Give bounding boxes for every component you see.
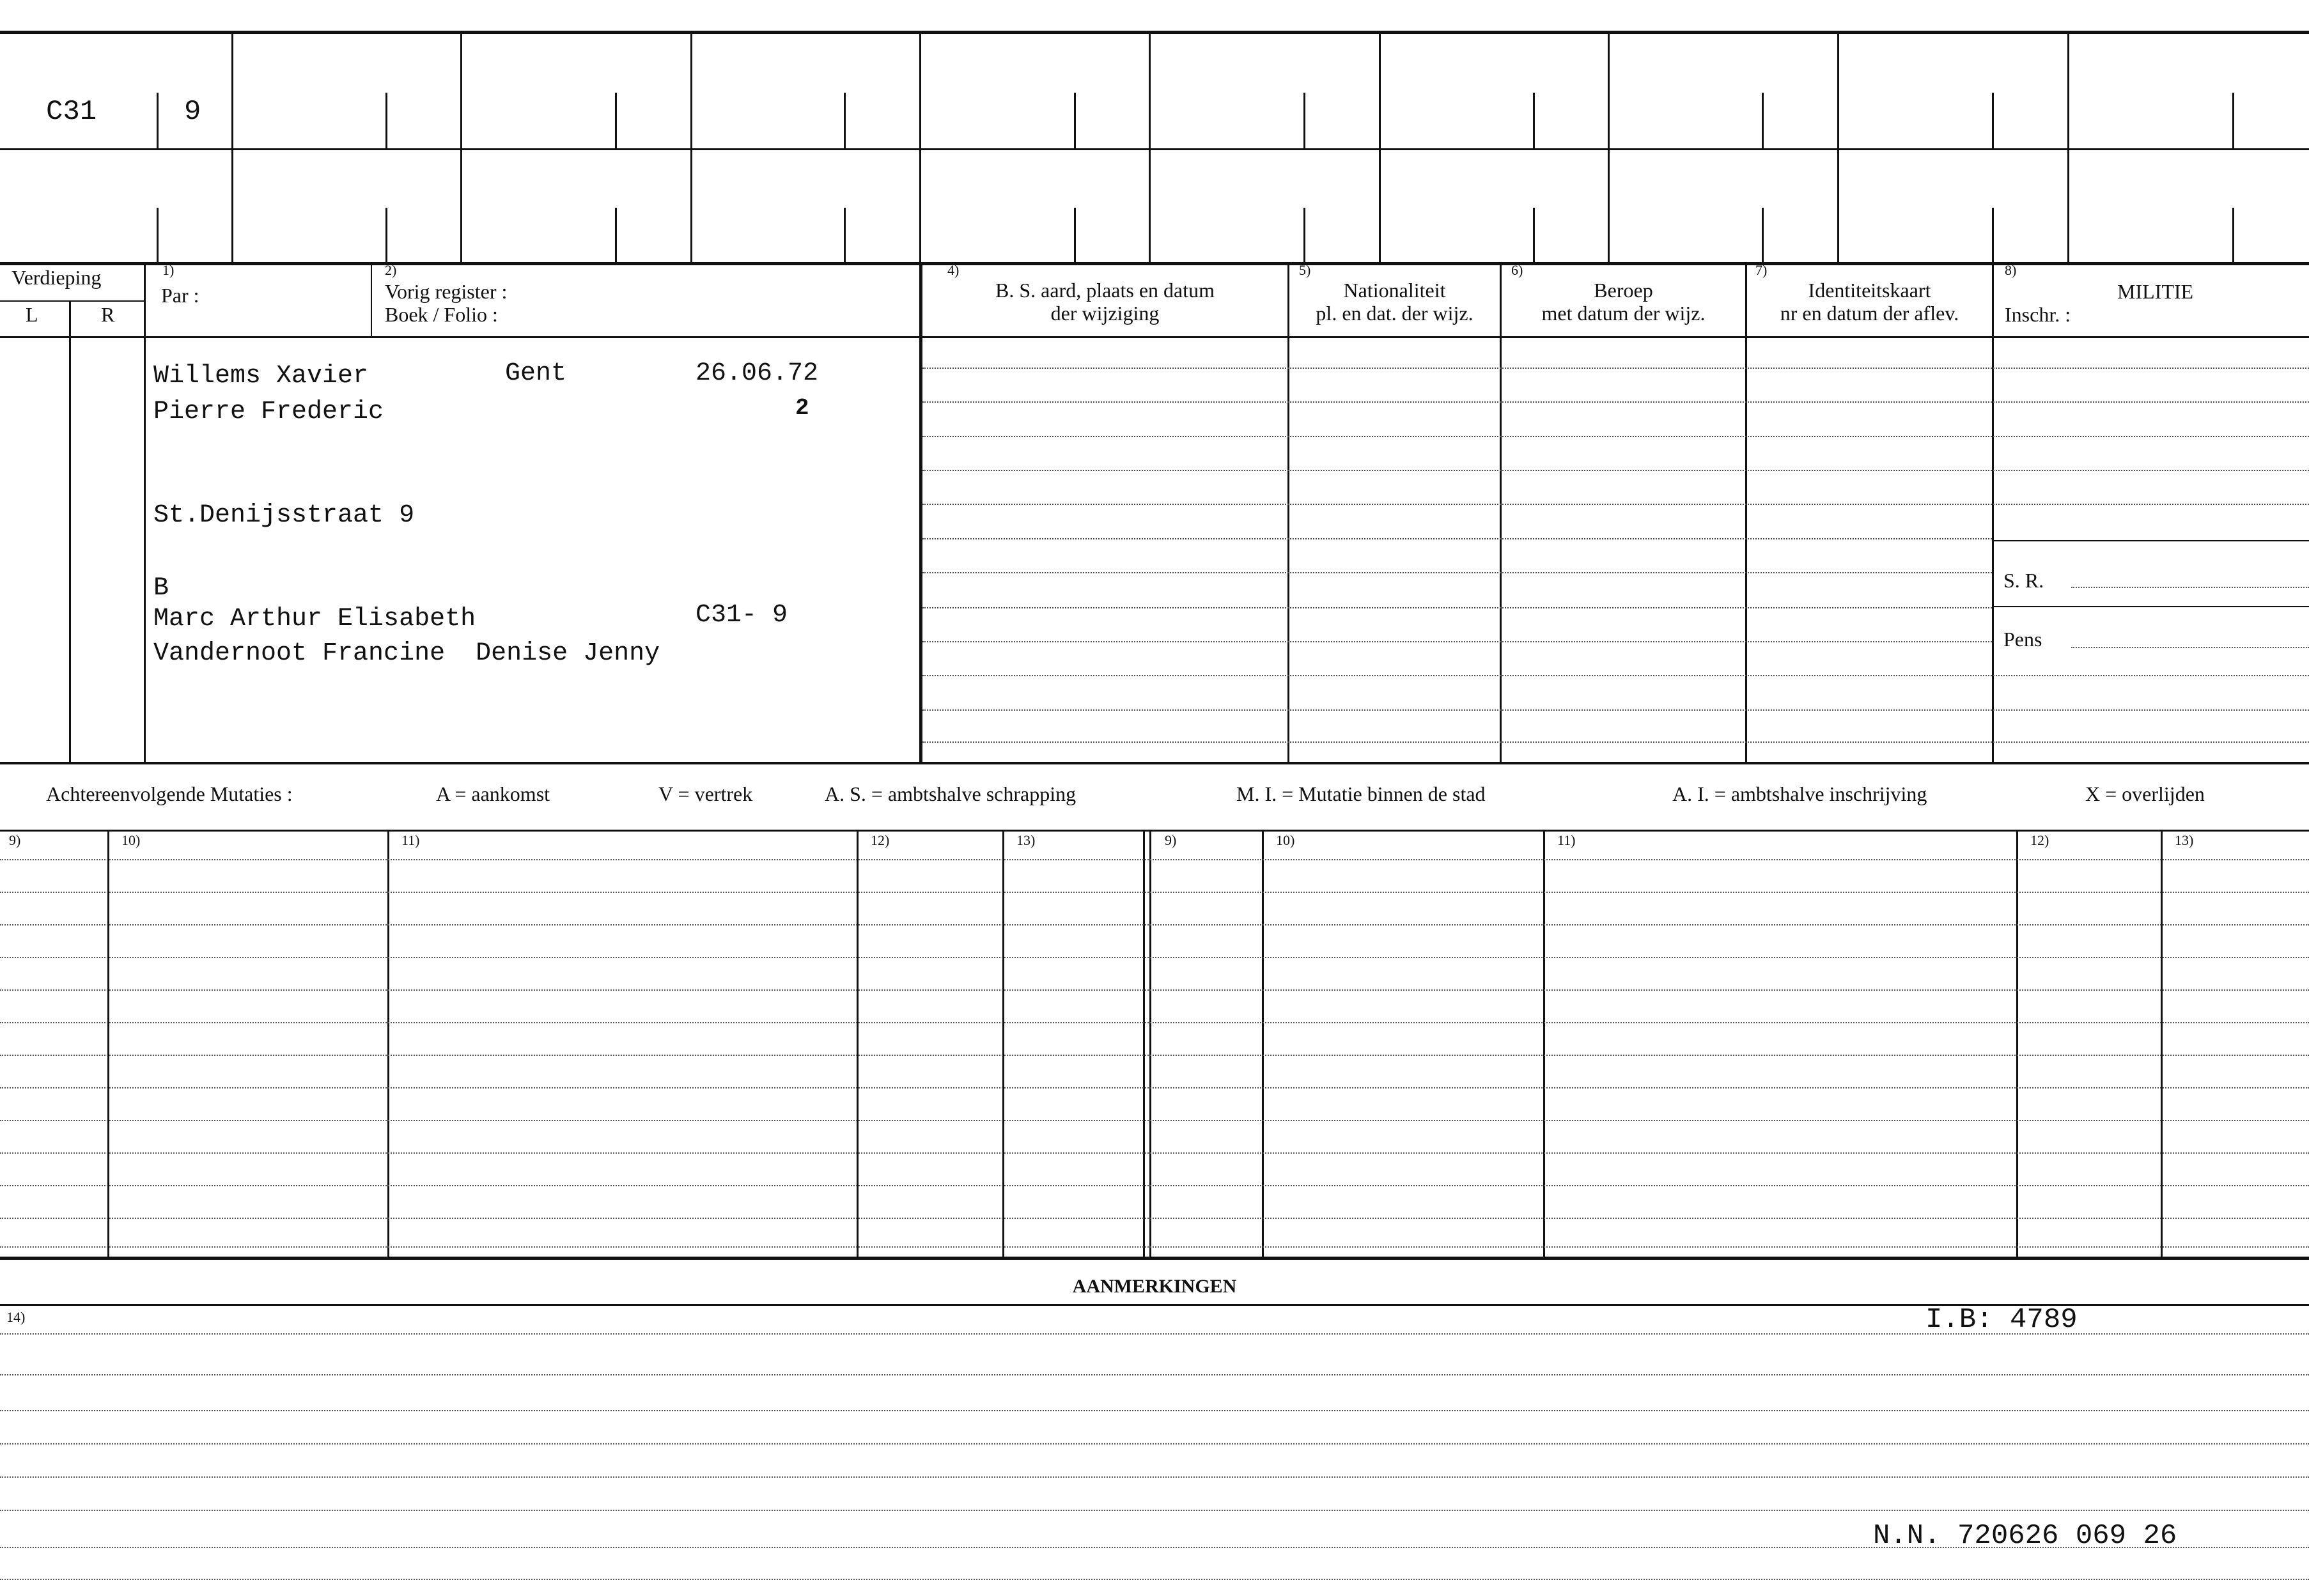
inschr-label: Inschr. : — [2005, 303, 2071, 326]
folio-number: 9 — [184, 96, 201, 128]
mother-names: Vandernoot Francine Denise Jenny — [153, 639, 660, 668]
sr-label: S. R. — [2003, 569, 2044, 592]
birthplace: Gent — [505, 359, 567, 388]
col1-number: 1) — [162, 262, 175, 278]
boek-folio-label: Boek / Folio : — [385, 303, 498, 326]
mut-col12-left: 12) — [871, 832, 890, 848]
par-label: Par : — [161, 284, 199, 307]
sex-code: 2 — [795, 395, 809, 421]
legend-mutatie-binnen-stad: M. I. = Mutatie binnen de stad — [1236, 782, 1486, 805]
second-names: Pierre Frederic — [153, 398, 384, 426]
ib-number: I.B: 4789 — [1925, 1304, 2078, 1336]
mut-col10-left: 10) — [121, 832, 141, 848]
pens-label: Pens — [2003, 628, 2042, 651]
col4-number: 4) — [947, 262, 960, 278]
mut-col10-right: 10) — [1276, 832, 1295, 848]
verdieping-label: Verdieping — [12, 266, 102, 289]
beroep-header-line1: Beroep — [1594, 279, 1653, 302]
national-number: N.N. 720626 069 26 — [1873, 1520, 2177, 1552]
vorig-register-label: Vorig register : — [385, 280, 508, 303]
floor-left-label: L — [26, 303, 38, 326]
birthdate: 26.06.72 — [696, 359, 819, 388]
legend-aankomst: A = aankomst — [436, 782, 550, 805]
mut-col9-left: 9) — [9, 832, 21, 848]
mut-col11-left: 11) — [401, 832, 420, 848]
aanmerkingen-title: AANMERKINGEN — [1072, 1276, 1237, 1297]
father-names: Marc Arthur Elisabeth — [153, 605, 476, 633]
street-address: St.Denijsstraat 9 — [153, 501, 415, 530]
mut-col13-right: 13) — [2175, 832, 2194, 848]
family-reference: C31- 9 — [696, 601, 788, 630]
col5-number: 5) — [1299, 262, 1311, 278]
mut-col11-right: 11) — [1557, 832, 1576, 848]
identiteitskaart-header-line1: Identiteitskaart — [1808, 279, 1931, 302]
col2-number: 2) — [385, 262, 397, 278]
mut-col12-right: 12) — [2030, 832, 2049, 848]
legend-ambtshalve-inschrijving: A. I. = ambtshalve inschrijving — [1672, 782, 1927, 805]
col8-number: 8) — [2005, 262, 2017, 278]
col7-number: 7) — [1755, 262, 1768, 278]
nationaliteit-header-line1: Nationaliteit — [1343, 279, 1446, 302]
legend-ambtshalve-schrapping: A. S. = ambtshalve schrapping — [825, 782, 1077, 805]
bs-header-line1: B. S. aard, plaats en datum — [995, 279, 1215, 302]
mut-col13-left: 13) — [1016, 832, 1036, 848]
militie-label: MILITIE — [2117, 280, 2194, 303]
mutations-title: Achtereenvolgende Mutaties : — [46, 782, 293, 805]
nationaliteit-header-line2: pl. en dat. der wijz. — [1316, 302, 1473, 325]
register-code: C31 — [46, 96, 97, 128]
beroep-header-line2: met datum der wijz. — [1541, 302, 1706, 325]
col6-number: 6) — [1511, 262, 1523, 278]
status-letter: B — [153, 574, 169, 603]
person-name: Willems Xavier — [153, 362, 369, 391]
mut-col9-right: 9) — [1165, 832, 1177, 848]
floor-right-label: R — [101, 303, 115, 326]
remarks-col-number: 14) — [6, 1309, 26, 1325]
bs-header-line2: der wijziging — [1050, 302, 1160, 325]
legend-overlijden: X = overlijden — [2085, 782, 2205, 805]
identiteitskaart-header-line2: nr en datum der aflev. — [1780, 302, 1959, 325]
legend-vertrek: V = vertrek — [658, 782, 753, 805]
